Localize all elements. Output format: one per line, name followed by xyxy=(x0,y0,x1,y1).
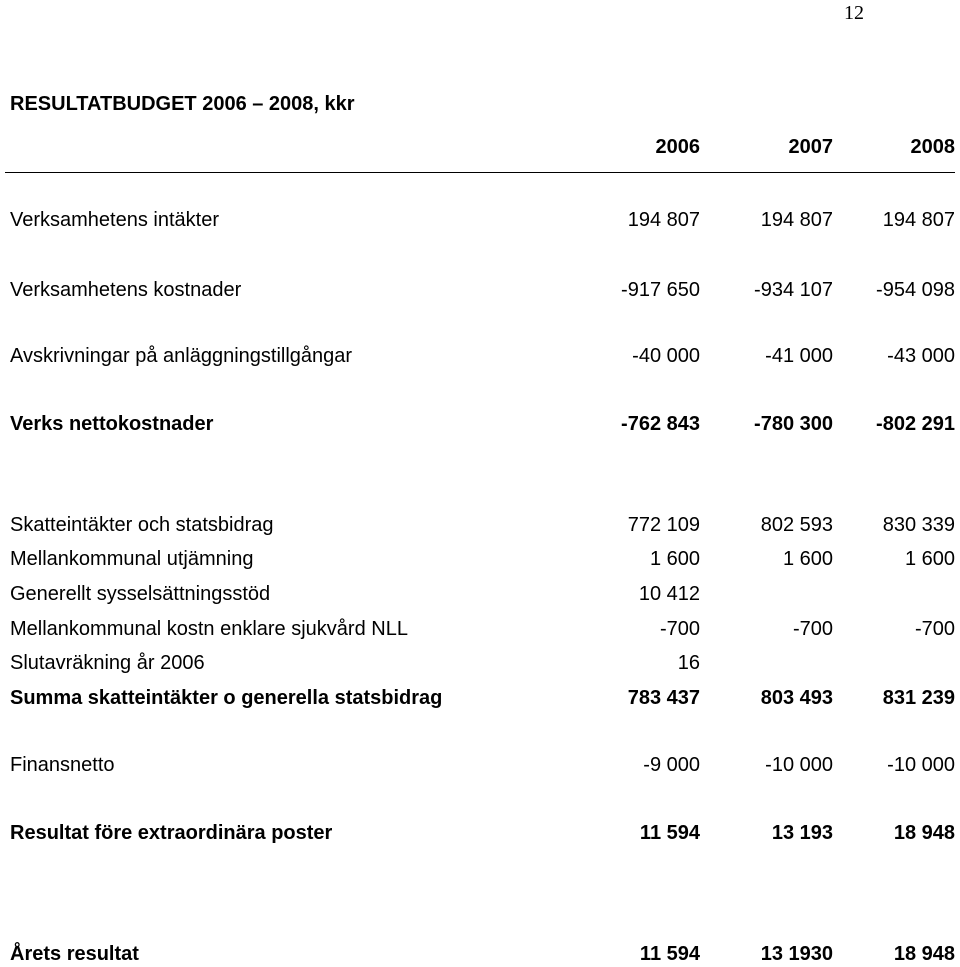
cell-2006: 16 xyxy=(677,652,700,674)
cell-2008: 1 600 xyxy=(904,548,955,570)
row-label: Finansnetto xyxy=(10,754,115,776)
row-label: Resultat före extraordinära poster xyxy=(10,822,333,844)
cell-2006: 194 807 xyxy=(627,209,700,231)
row-verksamhetens-kostnader xyxy=(0,277,960,303)
row-label: Skatteintäkter och statsbidrag xyxy=(10,514,274,536)
document-title: RESULTATBUDGET 2006 – 2008, kkr xyxy=(10,93,355,115)
year-header-2006: 2006 xyxy=(655,136,700,158)
cell-2008: -43 000 xyxy=(887,345,955,367)
row-label: Mellankommunal kostn enklare sjukvård NLL xyxy=(10,618,408,640)
row-finansnetto xyxy=(0,752,960,778)
row-label: Avskrivningar på anläggningstillgångar xyxy=(10,345,353,367)
cell-2007: 194 807 xyxy=(760,209,833,231)
cell-2007: 13 1930 xyxy=(760,943,833,965)
page-number: 12 xyxy=(844,2,864,24)
row-mellankommunal-utjamning xyxy=(0,546,960,572)
cell-2006: 11 594 xyxy=(639,822,700,844)
cell-2008: 18 948 xyxy=(893,943,955,965)
cell-2007: 802 593 xyxy=(760,514,833,536)
year-header-row xyxy=(0,134,960,160)
cell-2007: -700 xyxy=(792,618,833,640)
row-mellankommunal-kostn xyxy=(0,616,960,642)
cell-2006: 11 594 xyxy=(639,943,700,965)
cell-2007: 1 600 xyxy=(782,548,833,570)
row-arets-resultat xyxy=(0,941,960,967)
row-label: Mellankommunal utjämning xyxy=(10,548,254,570)
cell-2008: -802 291 xyxy=(876,413,955,435)
year-header-2008: 2008 xyxy=(910,136,955,158)
cell-2007: -10 000 xyxy=(765,754,833,776)
row-label: Slutavräkning år 2006 xyxy=(10,652,205,674)
cell-2008: 830 339 xyxy=(882,514,955,536)
cell-2007: 13 193 xyxy=(771,822,833,844)
cell-2008: -954 098 xyxy=(876,279,955,301)
cell-2006: 783 437 xyxy=(627,687,700,709)
header-divider xyxy=(5,172,955,173)
cell-2007: -41 000 xyxy=(765,345,833,367)
cell-2008: 18 948 xyxy=(893,822,955,844)
year-header-2007: 2007 xyxy=(788,136,833,158)
row-label: Summa skatteintäkter o generella statsbidrag xyxy=(10,687,443,709)
row-resultat-fore-extraordinara xyxy=(0,820,960,846)
cell-2006: 10 412 xyxy=(638,583,700,605)
row-verksamhetens-intakter xyxy=(0,207,960,233)
cell-2007: 803 493 xyxy=(760,687,833,709)
cell-2006: 1 600 xyxy=(649,548,700,570)
cell-2006: -762 843 xyxy=(621,413,700,435)
row-slutavrakning xyxy=(0,650,960,676)
row-label: Verks nettokostnader xyxy=(10,413,214,435)
cell-2006: -700 xyxy=(659,618,700,640)
row-verks-nettokostnader xyxy=(0,411,960,437)
cell-2006: -40 000 xyxy=(632,345,700,367)
cell-2007: -780 300 xyxy=(754,413,833,435)
row-skatteintakter xyxy=(0,512,960,538)
row-label: Verksamhetens kostnader xyxy=(10,279,242,301)
cell-2008: 831 239 xyxy=(882,687,955,709)
cell-2006: -9 000 xyxy=(643,754,700,776)
row-label: Årets resultat xyxy=(10,943,139,965)
cell-2007: -934 107 xyxy=(754,279,833,301)
cell-2006: -917 650 xyxy=(621,279,700,301)
row-label: Generellt sysselsättningsstöd xyxy=(10,583,271,605)
row-label: Verksamhetens intäkter xyxy=(10,209,219,231)
row-summa-skatteintakter xyxy=(0,685,960,711)
cell-2006: 772 109 xyxy=(627,514,700,536)
cell-2008: 194 807 xyxy=(882,209,955,231)
row-avskrivningar xyxy=(0,343,960,369)
cell-2008: -10 000 xyxy=(887,754,955,776)
cell-2008: -700 xyxy=(914,618,955,640)
row-generellt-sysselsattningsstod xyxy=(0,581,960,607)
